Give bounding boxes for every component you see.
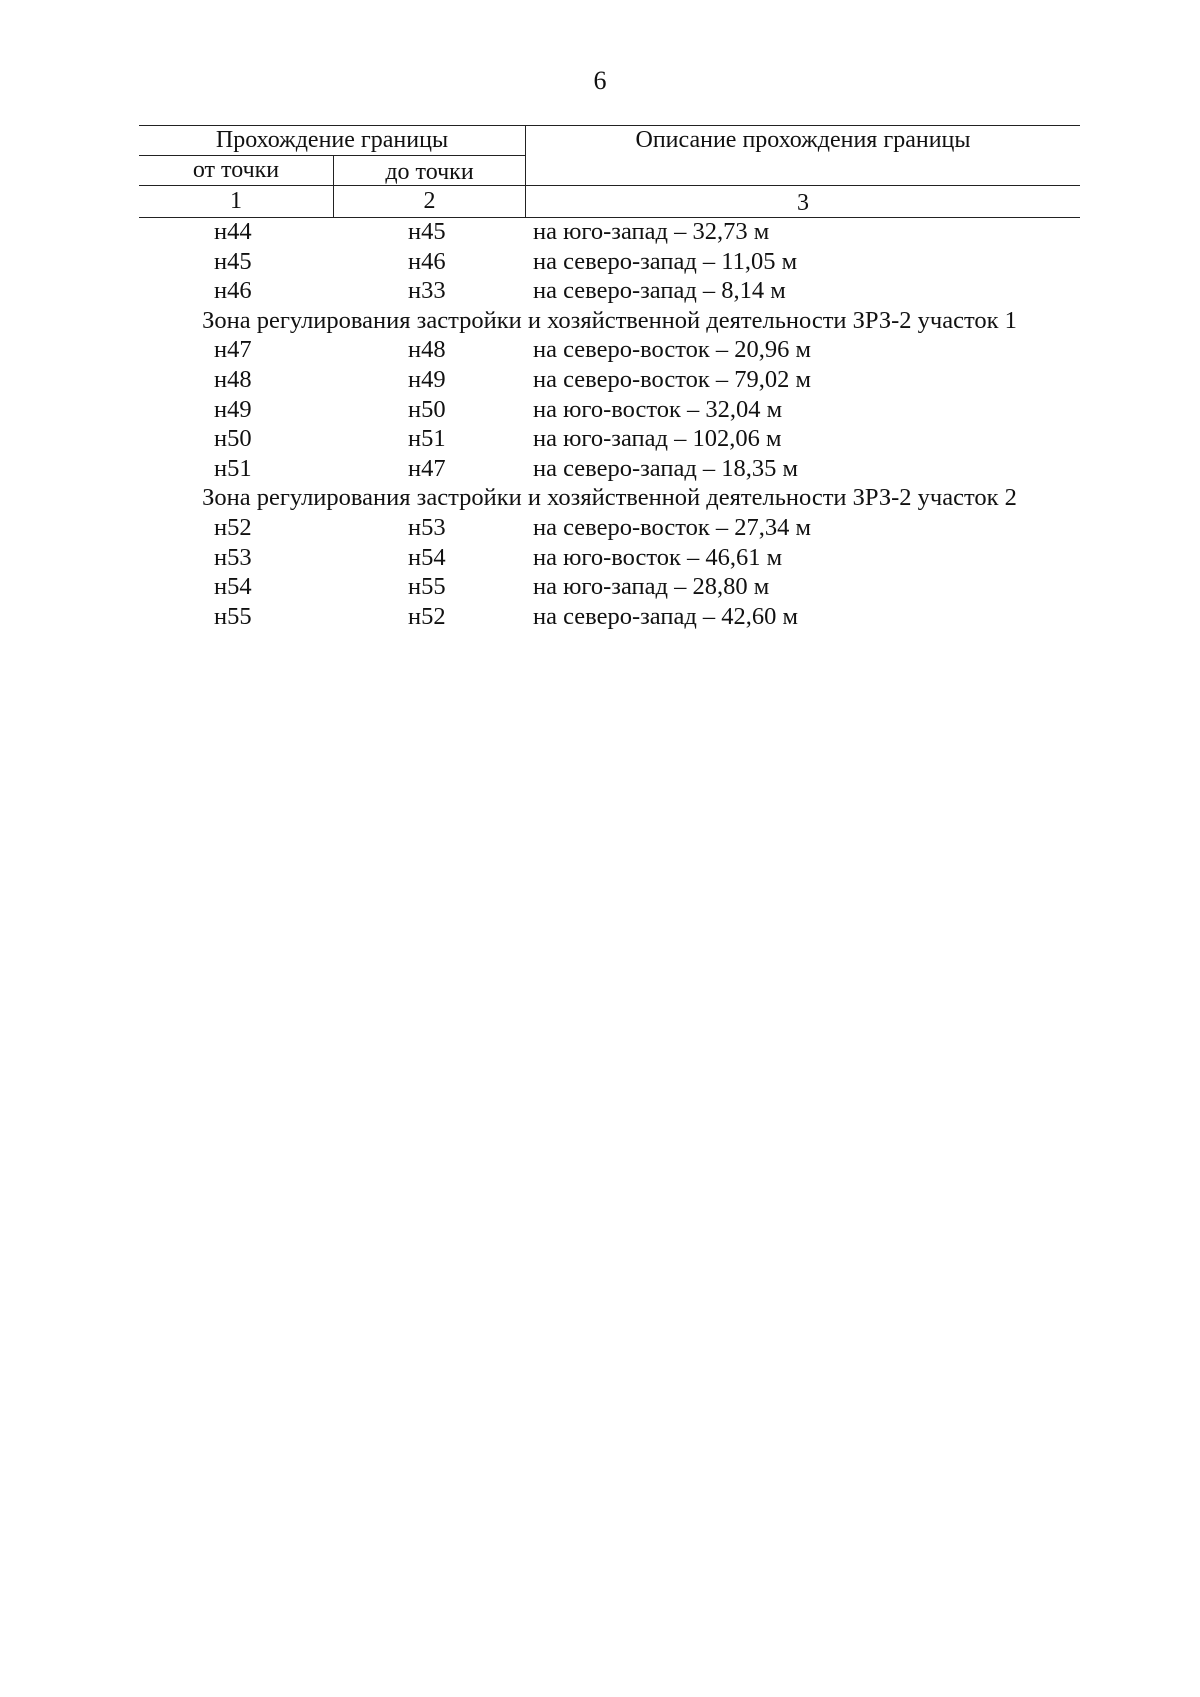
to-point-cell: н49	[408, 365, 446, 393]
description-cell: на юго-запад – 32,73 м	[533, 218, 770, 245]
to-point-cell: н50	[408, 395, 446, 423]
from-point-cell: н55	[214, 602, 252, 630]
header-col-number-2: 2	[423, 188, 436, 214]
header-col-number-1: 1	[230, 188, 242, 214]
header-to-label: до точки	[385, 159, 474, 185]
table-row	[0, 424, 1200, 454]
table-row	[0, 247, 1200, 277]
zone-title: Зона регулирования застройки и хозяйственной деятельности ЗРЗ-2 участок 2	[202, 484, 1017, 512]
table-row	[0, 513, 1200, 543]
description-cell: на северо-запад – 8,14 м	[533, 277, 786, 305]
from-point-cell: н46	[214, 277, 252, 305]
header-numbers-rule	[139, 185, 1080, 186]
description-cell: на юго-восток – 32,04 м	[533, 395, 783, 423]
to-point-cell: н46	[408, 247, 446, 275]
from-point-cell: н45	[214, 247, 252, 275]
zone-heading-row	[0, 483, 1200, 513]
table-row	[0, 395, 1200, 425]
to-point-cell: н47	[408, 454, 446, 482]
table-row	[0, 335, 1200, 365]
from-point-cell: н44	[214, 218, 252, 245]
to-point-cell: н51	[408, 425, 446, 453]
table-row	[0, 543, 1200, 573]
header-group-label: Прохождение границы	[215, 127, 449, 153]
from-point-cell: н50	[214, 425, 252, 453]
to-point-cell: н54	[408, 543, 446, 571]
table-row	[0, 572, 1200, 602]
from-point-cell: н53	[214, 543, 252, 571]
to-point-cell: н52	[408, 602, 446, 630]
from-point-cell: н49	[214, 395, 252, 423]
description-cell: на юго-запад – 28,80 м	[533, 573, 770, 601]
description-cell: на северо-восток – 79,02 м	[533, 365, 812, 393]
table-row	[0, 276, 1200, 306]
to-point-cell: н33	[408, 277, 446, 305]
to-point-cell: н55	[408, 573, 446, 601]
description-cell: на северо-восток – 27,34 м	[533, 513, 812, 541]
description-cell: на северо-восток – 20,96 м	[533, 336, 812, 364]
table-row	[0, 217, 1200, 247]
zone-heading-row	[0, 306, 1200, 336]
header-col-number-3: 3	[797, 190, 809, 216]
from-point-cell: н52	[214, 513, 252, 541]
header-description-label: Описание прохождения границы	[635, 127, 971, 153]
table-header	[139, 125, 1080, 221]
description-cell: на юго-восток – 46,61 м	[533, 543, 783, 571]
page-number: 6	[593, 66, 607, 95]
table-body	[0, 217, 1200, 631]
from-point-cell: н47	[214, 336, 252, 364]
header-from-label: от точки	[192, 157, 280, 183]
to-point-cell: н48	[408, 336, 446, 364]
from-point-cell: н51	[214, 454, 252, 482]
table-row	[0, 454, 1200, 484]
from-point-cell: н54	[214, 573, 252, 601]
description-cell: на северо-запад – 18,35 м	[533, 454, 799, 482]
from-point-cell: н48	[214, 365, 252, 393]
to-point-cell: н45	[408, 218, 446, 245]
description-cell: на северо-запад – 11,05 м	[533, 247, 798, 275]
description-cell: на северо-запад – 42,60 м	[533, 602, 799, 630]
table-row	[0, 365, 1200, 395]
table-row	[0, 602, 1200, 632]
description-cell: на юго-запад – 102,06 м	[533, 425, 782, 453]
zone-title: Зона регулирования застройки и хозяйственной деятельности ЗРЗ-2 участок 1	[202, 306, 1017, 334]
to-point-cell: н53	[408, 513, 446, 541]
